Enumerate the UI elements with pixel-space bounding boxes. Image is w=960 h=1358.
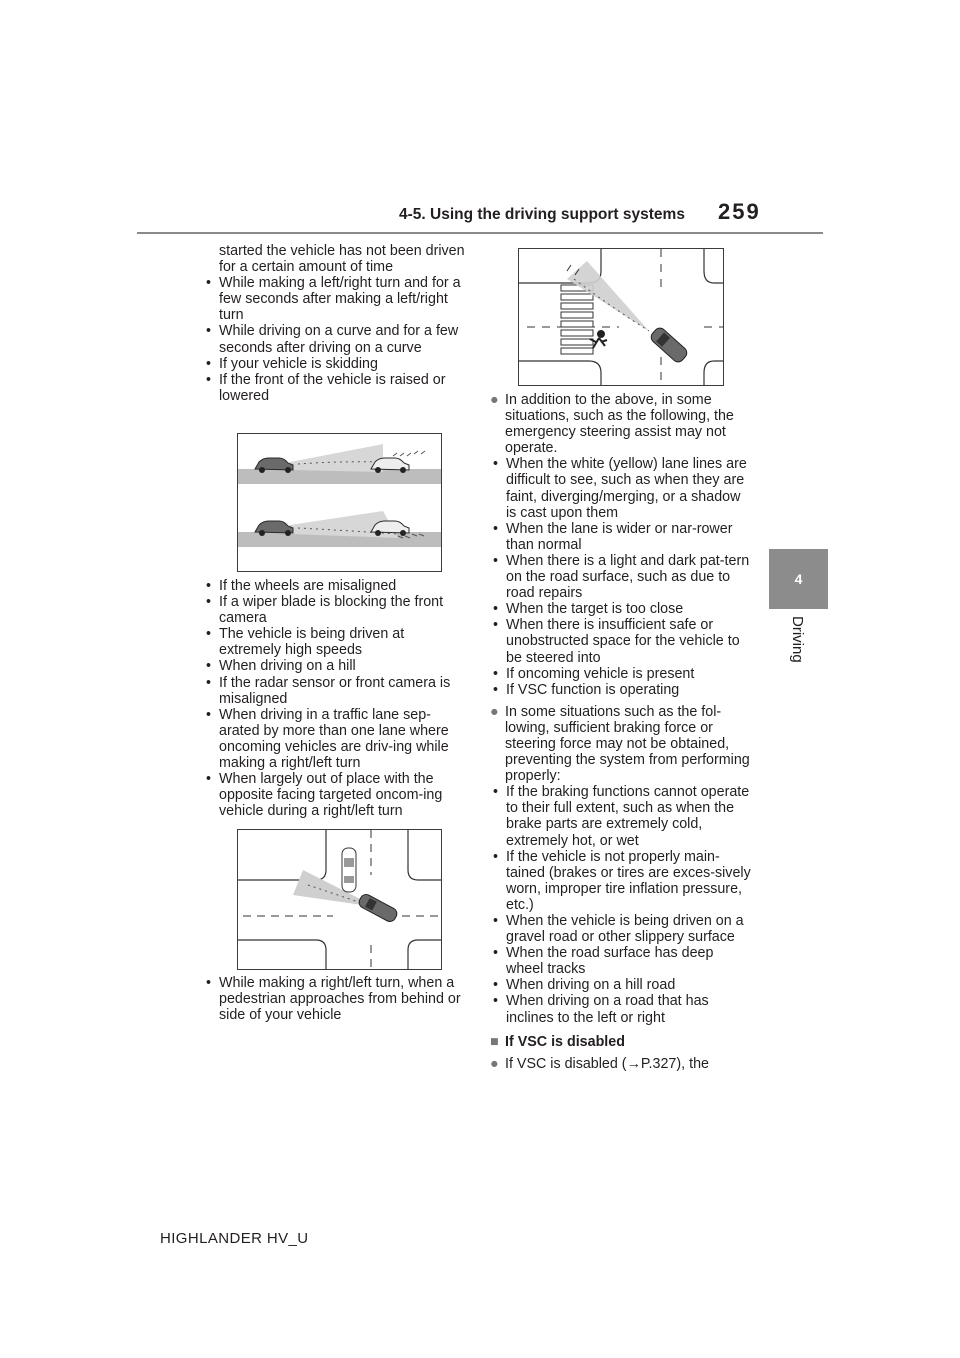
list-item: • When the road surface has deep wheel tracks <box>490 945 754 977</box>
page-number: 259 <box>718 199 761 224</box>
list-item: • When driving on a hill <box>203 658 469 674</box>
list-item: • If oncoming vehicle is present <box>490 666 754 682</box>
chapter-tab <box>769 549 828 609</box>
illustration-intersection-oncoming <box>237 829 442 970</box>
left-column-middle <box>203 578 469 819</box>
list-item: • When the lane is wider or nar-rower than normal <box>490 521 754 553</box>
list-item: • If a wiper blade is blocking the front camera <box>203 594 469 626</box>
list-item: • If your vehicle is skidding <box>203 356 469 372</box>
right-column <box>490 392 754 1072</box>
list-item: • When the vehicle is being driven on a gravel road or other slippery surface <box>490 913 754 945</box>
list-item: • If the braking functions cannot operate to their full extent, such as when the brake parts are extremely cold, extremely hot, or wet <box>490 784 754 848</box>
note-2 <box>490 704 754 784</box>
list-item: • When the white (yellow) lane lines are difficult to see, such as when they are faint, diverging/merging, or a shadow is cast upon them <box>490 456 754 520</box>
list-item: • While making a right/left turn, when a pedestrian approaches from behind or side of your vehicle <box>203 975 473 1023</box>
intro-continuation: started the vehicle has not been driven for a certain amount of time <box>219 243 465 276</box>
left-column-top <box>203 243 469 404</box>
list-item: • When the target is too close <box>490 601 754 617</box>
list-item: • If the vehicle is not properly main-tained (brakes or tires are exces-sively worn, improper tire inflation pressure, etc.) <box>490 849 754 913</box>
model-code: HIGHLANDER HV_U <box>160 1230 309 1247</box>
chapter-label-wrap <box>770 616 826 676</box>
list-item: • The vehicle is being driven at extremely high speeds <box>203 626 469 658</box>
list-item: • When driving on a road that has inclines to the left or right <box>490 993 754 1025</box>
list-item: • When driving in a traffic lane sep-arated by more than one lane where oncoming vehicles are driv-ing while making a right/left turn <box>203 707 469 771</box>
header-divider <box>137 232 823 234</box>
list-item: • If the front of the vehicle is raised or lowered <box>203 372 469 404</box>
note-3 <box>490 1056 754 1072</box>
section-title: 4-5. Using the driving support systems <box>399 206 685 223</box>
subheading <box>490 1034 754 1050</box>
illustration-preceding-vehicle <box>237 433 442 572</box>
list-item: • When there is a light and dark pat-tern on the road surface, such as due to road repairs <box>490 553 754 601</box>
list-item: • When largely out of place with the opposite facing targeted oncom-ing vehicle during a right/left turn <box>203 771 469 819</box>
list-item: • While driving on a curve and for a few seconds after driving on a curve <box>203 323 469 355</box>
list-item: • If VSC function is operating <box>490 682 754 698</box>
note-3-marker: ● <box>490 1055 499 1072</box>
subheading-marker: ■ <box>490 1033 499 1050</box>
chapter-label: Driving <box>789 616 806 663</box>
list-item: • When driving on a hill road <box>490 977 754 993</box>
note-2-marker: ● <box>490 703 499 720</box>
note-2-text: In some situations such as the fol-lowing, sufficient braking force or steering force may not be obtained, preventing the system from performing properly: <box>505 703 750 785</box>
subheading-text: If VSC is disabled <box>505 1033 625 1050</box>
note-1-marker: ● <box>490 392 499 408</box>
left-column-bottom <box>203 975 473 1023</box>
list-item: • If the wheels are misaligned <box>203 578 469 594</box>
list-item: • When there is insufficient safe or unobstructed space for the vehicle to be steered into <box>490 617 754 665</box>
note-1-text: In addition to the above, in some situations, such as the following, the emergency steering assist may not operate. <box>505 392 734 457</box>
chapter-number: 4 <box>794 571 803 587</box>
note-3-text: If VSC is disabled (→P.327), the <box>505 1055 709 1072</box>
list-item: • If the radar sensor or front camera is misaligned <box>203 675 469 707</box>
list-item: • While making a left/right turn and for a few seconds after making a left/right turn <box>203 275 469 323</box>
note-1 <box>490 392 754 456</box>
illustration-pedestrian-crosswalk <box>518 248 724 386</box>
